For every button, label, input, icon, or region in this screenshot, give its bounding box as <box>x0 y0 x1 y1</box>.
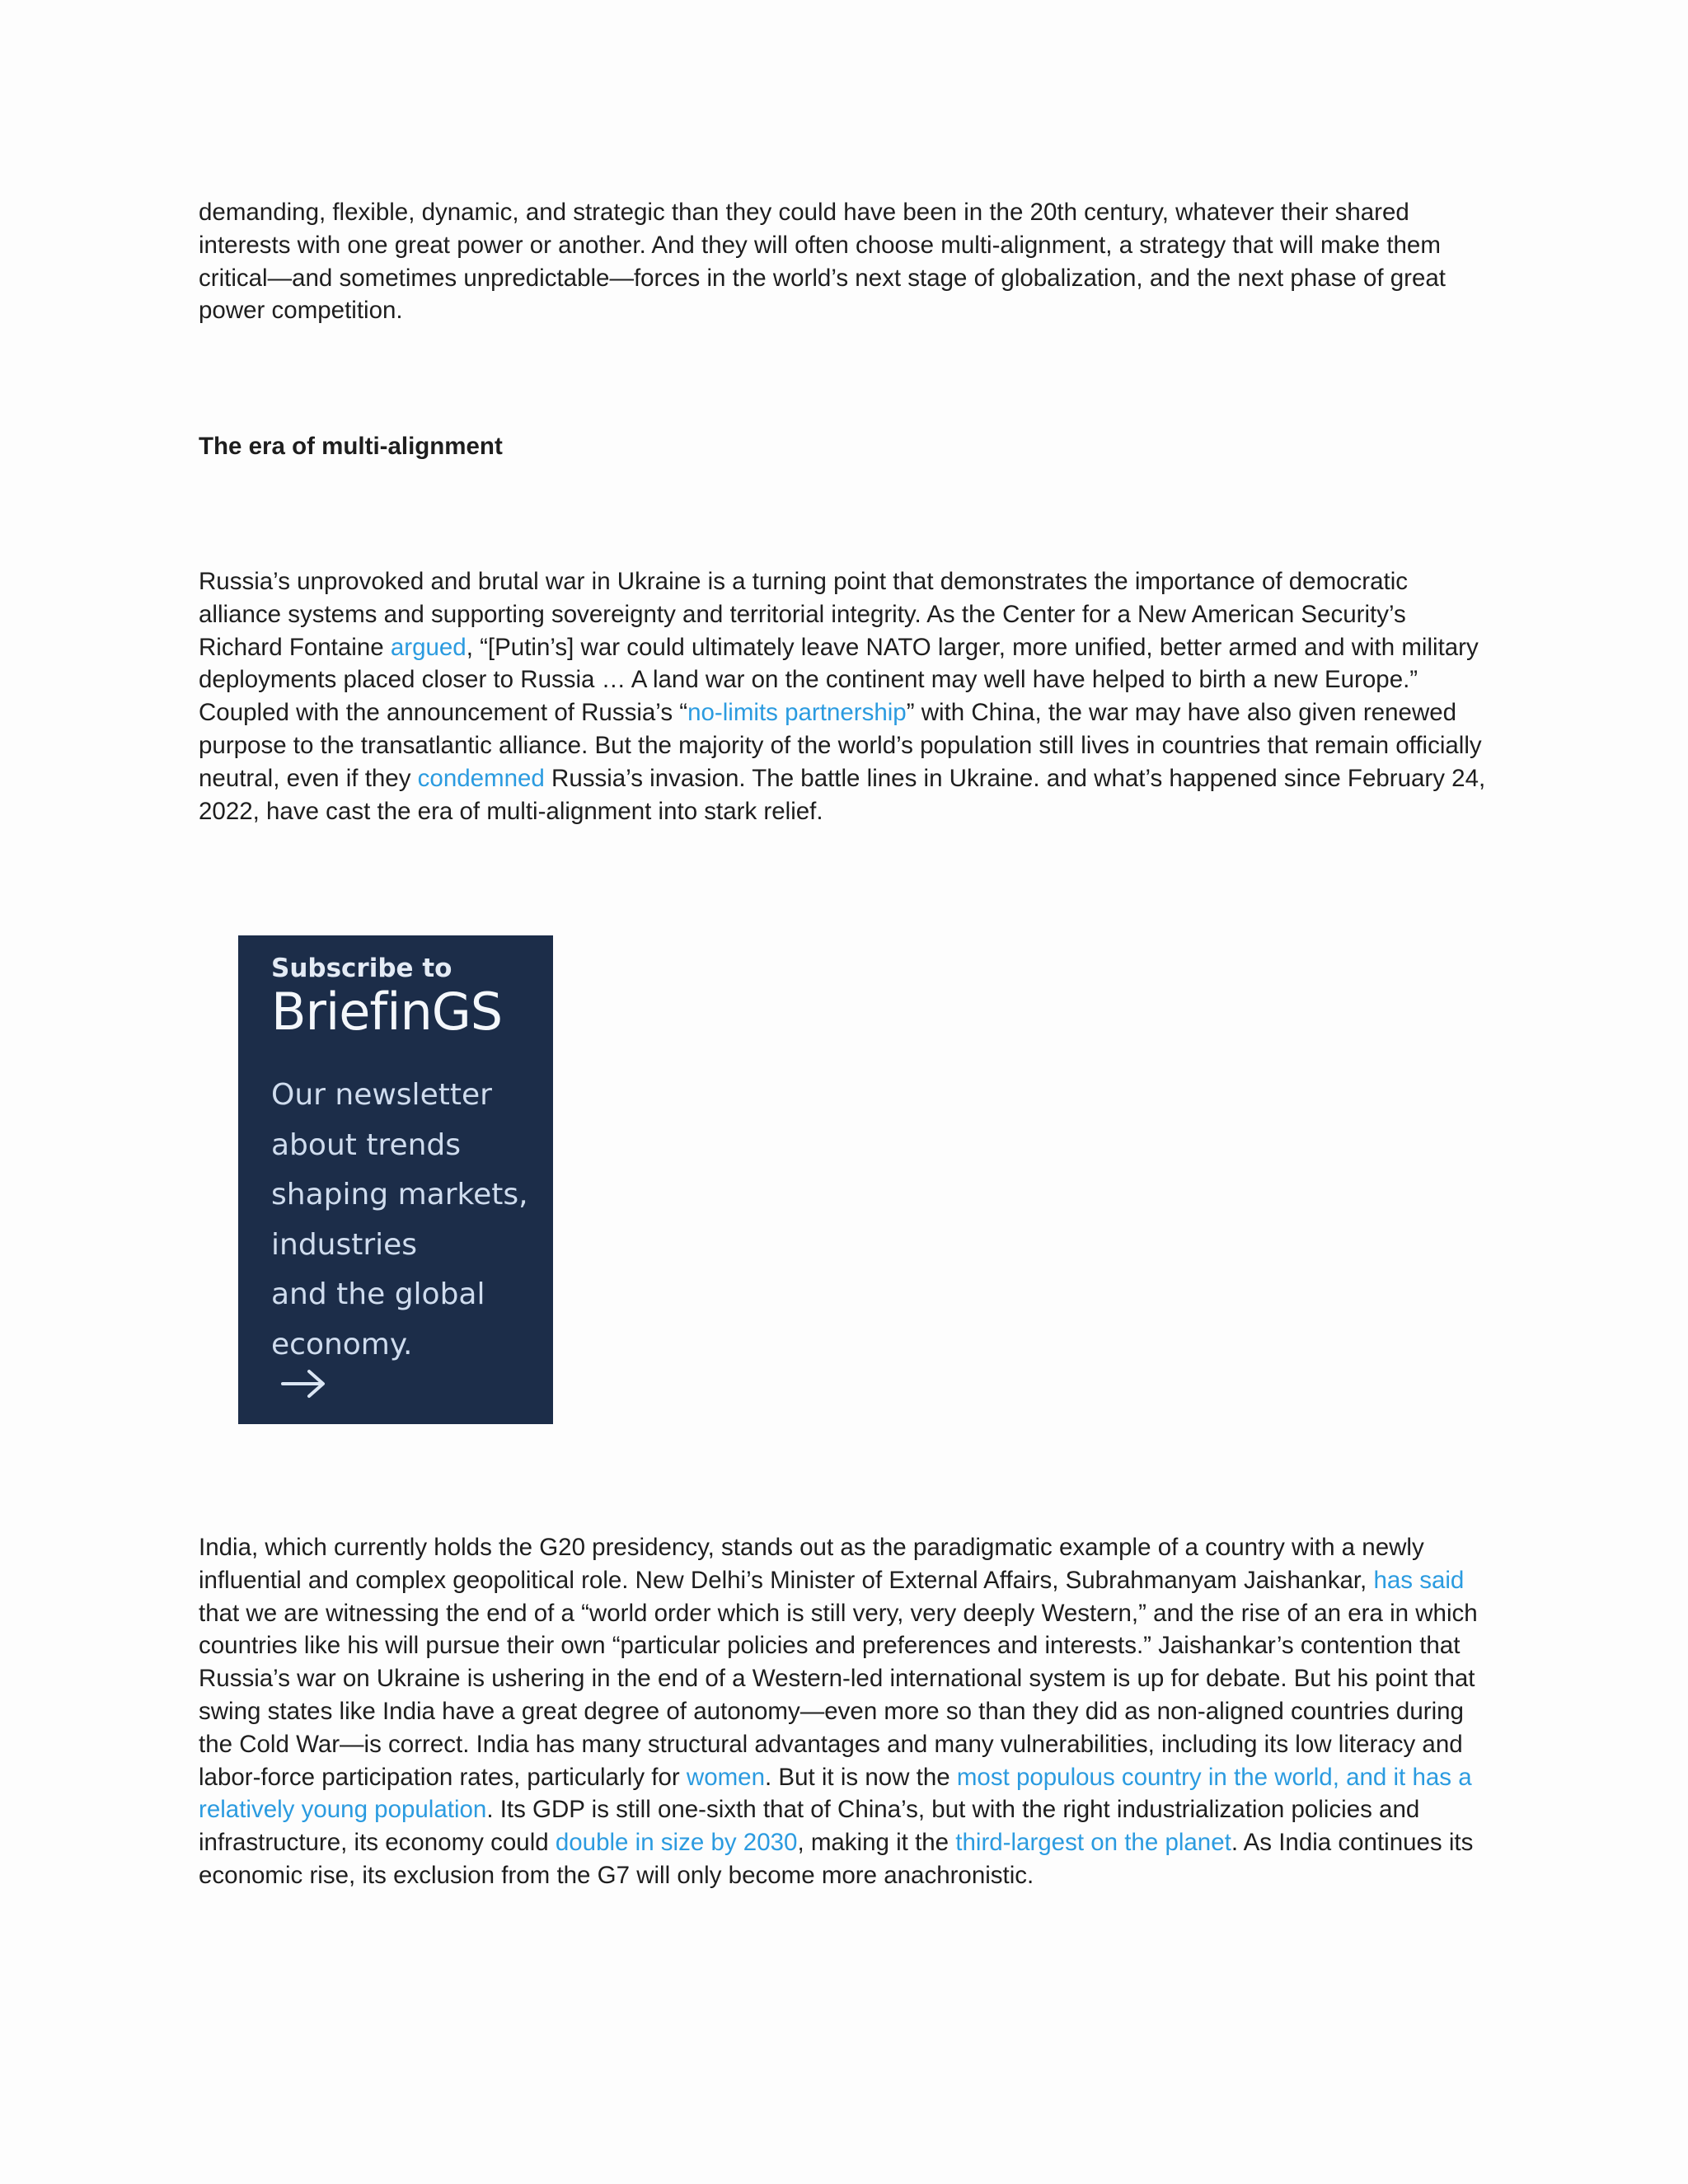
paragraph-text: that we are witnessing the end of a “world order which is still very, very deeply Western,” and the rise of an era in which countries like his will pursue their own “particular policies and preferences and interests.” Jaishankar’s contention that Russia’s war on Ukraine is ushering in the end of a Western-led international system is up for debate. But his point that swing states like India have a great degree of autonomy—even more so than they did as non-aligned countries during the Cold War—is correct. India has many structural advantages and many vulnerabilities, including its low literacy and labor-force participation rates, particularly for <box>199 1599 1478 1791</box>
paragraph-text: ” with China, the war may have also given renewed purpose to the transatlantic alliance. But the majority of the world’s population still lives in countries that remain officially neutral, even if they <box>199 699 1482 792</box>
condemned-link[interactable]: condemned <box>417 764 545 792</box>
promo-line: shaping markets, <box>271 1178 528 1212</box>
promo-line: and the global <box>271 1277 485 1311</box>
argued-link[interactable]: argued <box>390 633 467 661</box>
promo-kicker: Subscribe to <box>271 954 452 983</box>
promo-line: industries <box>271 1227 418 1262</box>
section-heading: The era of multi-alignment <box>199 433 503 460</box>
paragraph-text: . Its GDP is still one-sixth that of China’s, but with the right industrialization policies and infrastructure, its economy could <box>199 1796 1420 1857</box>
promo-line: Our newsletter <box>271 1078 492 1112</box>
third-largest-link[interactable]: third-largest on the planet <box>955 1829 1231 1857</box>
promo-description <box>271 1071 543 1370</box>
most-populous-link[interactable]: most populous country in the world, and it has a relatively young population <box>199 1763 1472 1824</box>
newsletter-promo-banner[interactable] <box>238 935 553 1424</box>
india-paragraph <box>199 1531 1493 1892</box>
paragraph-text: . As India continues its economic rise, its exclusion from the G7 will only become more anachronistic. <box>199 1829 1474 1889</box>
has-said-link[interactable]: has said <box>1373 1566 1465 1594</box>
paragraph-text: Russia’s invasion. The battle lines in Ukraine. and what’s happened since February 24, 2022, have cast the era of multi-alignment into stark relief. <box>199 764 1486 825</box>
promo-line: economy. <box>271 1327 413 1361</box>
promo-brand: BriefinGS <box>271 982 503 1042</box>
paragraph-text: Russia’s unprovoked and brutal war in Ukraine is a turning point that demonstrates the importance of democratic alliance systems and supporting sovereignty and territorial integrity. As the Center for a New American Security’s Richard Fontaine <box>199 568 1409 661</box>
paragraph-text: . But it is now the <box>765 1763 957 1791</box>
paragraph-text: , making it the <box>797 1829 956 1857</box>
ukraine-paragraph <box>199 565 1493 827</box>
no-limits-partnership-link[interactable]: no-limits partnership <box>687 699 907 727</box>
double-in-size-link[interactable]: double in size by 2030 <box>555 1829 798 1857</box>
promo-line: about trends <box>271 1127 462 1162</box>
paragraph-text: , “[Putin’s] war could ultimately leave NATO larger, more unified, better armed and with military deployments placed closer to Russia … A land war on the continent may well have helped to birth a new Europe.” Coupled with the announcement of Russia’s “ <box>199 633 1479 727</box>
intro-paragraph: demanding, flexible, dynamic, and strategic than they could have been in the 20th century, whatever their shared interests with one great power or another. And they will often choose multi-alignment, a strategy that will make them critical—and sometimes unpredictable—forces in the world’s next stage of globalization, and the next phase of great power competition. <box>199 199 1446 325</box>
arrow-right-icon[interactable] <box>281 1367 327 1400</box>
women-link[interactable]: women <box>686 1763 765 1791</box>
paragraph-text: India, which currently holds the G20 presidency, stands out as the paradigmatic example of a country with a newly influential and complex geopolitical role. New Delhi’s Minister of External Affairs, Subrahmanyam Jaishankar, <box>199 1534 1424 1594</box>
